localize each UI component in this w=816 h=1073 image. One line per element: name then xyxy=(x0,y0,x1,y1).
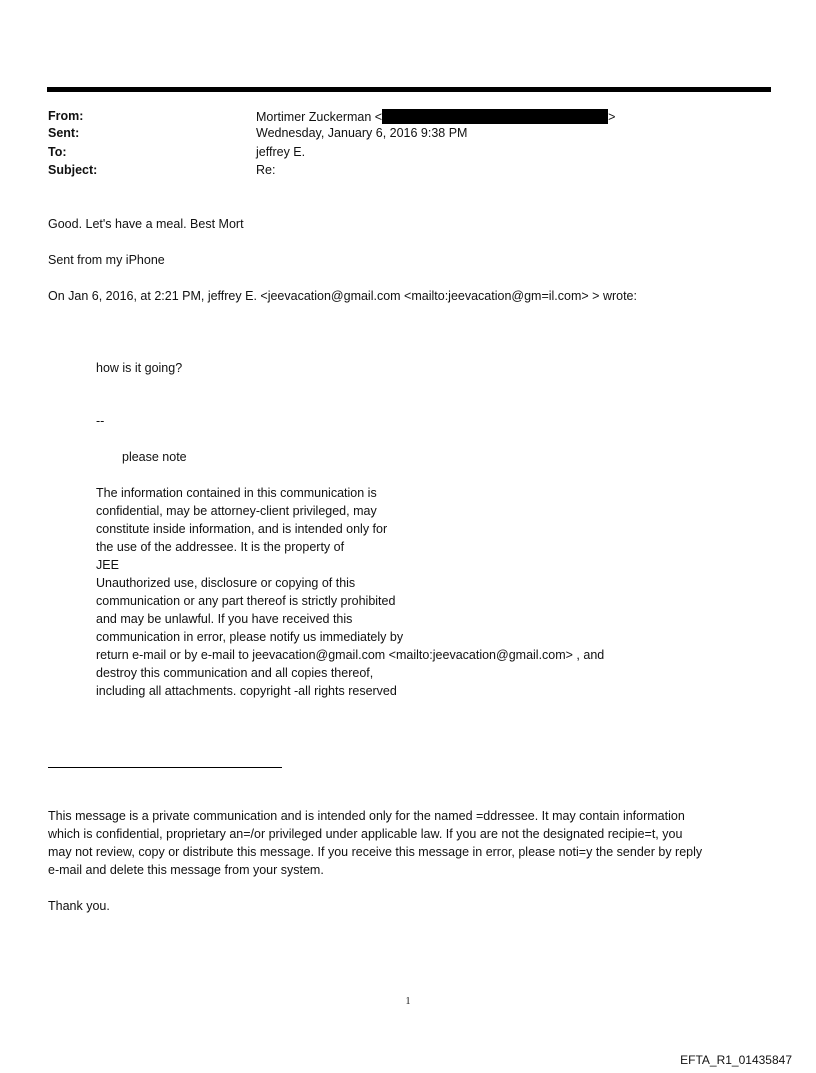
redaction-block xyxy=(382,109,608,124)
disclaimer-block xyxy=(96,484,604,700)
disclaimer-line: communication in error, please notify us immediately by xyxy=(96,630,404,644)
disclaimer-line: communication or any part thereof is strictly prohibited xyxy=(96,594,396,608)
from-close: > xyxy=(608,110,616,124)
footer-line: e-mail and delete this message from your system. xyxy=(48,863,324,877)
quoted-greeting: how is it going? xyxy=(96,361,183,375)
disclaimer-line: destroy this communication and all copies thereof, xyxy=(96,666,374,680)
document-id: EFTA_R1_01435847 xyxy=(680,1053,792,1067)
sent-label: Sent: xyxy=(48,126,80,140)
from-value xyxy=(256,109,615,125)
thank-you: Thank you. xyxy=(48,899,110,913)
subject-label: Subject: xyxy=(48,163,98,177)
body-line-2: Sent from my iPhone xyxy=(48,253,165,267)
disclaimer-line: return e-mail or by e-mail to jeevacation@gmail.com <mailto:jeevacation@gmail.com> , and xyxy=(96,648,605,662)
disclaimer-line: The information contained in this communication is xyxy=(96,486,377,500)
confidentiality-footer xyxy=(48,807,702,879)
footer-line: which is confidential, proprietary an=/or privileged under applicable law. If you are not the designated recipie=t, you xyxy=(48,827,683,841)
signature-separator: -- xyxy=(96,414,105,428)
body-line-1: Good. Let's have a meal. Best Mort xyxy=(48,217,244,231)
to-value: jeffrey E. xyxy=(256,145,306,159)
disclaimer-line: constitute inside information, and is intended only for xyxy=(96,522,388,536)
please-note: please note xyxy=(122,450,187,464)
disclaimer-line: confidential, may be attorney-client privileged, may xyxy=(96,504,377,518)
page-number: 1 xyxy=(405,996,411,1007)
disclaimer-line: Unauthorized use, disclosure or copying of this xyxy=(96,576,356,590)
footer-line: may not review, copy or distribute this message. If you receive this message in error, please noti=y the sender by reply xyxy=(48,845,703,859)
to-label: To: xyxy=(48,145,67,159)
footer-line: This message is a private communication and is intended only for the named =ddressee. It may contain information xyxy=(48,809,685,823)
from-name: Mortimer Zuckerman < xyxy=(256,110,383,124)
disclaimer-line: JEE xyxy=(96,558,119,572)
disclaimer-line: the use of the addressee. It is the property of xyxy=(96,540,345,554)
header-rule xyxy=(47,87,771,92)
body-line-3: On Jan 6, 2016, at 2:21 PM, jeffrey E. <jeevacation@gmail.com <mailto:jeevacation@gm=il.com> > wrote: xyxy=(48,289,637,303)
sent-value: Wednesday, January 6, 2016 9:38 PM xyxy=(256,126,468,140)
from-label: From: xyxy=(48,109,84,123)
subject-value: Re: xyxy=(256,163,276,177)
footer-rule xyxy=(48,767,282,768)
disclaimer-line: including all attachments. copyright -all rights reserved xyxy=(96,684,397,698)
disclaimer-line: and may be unlawful. If you have received this xyxy=(96,612,353,626)
